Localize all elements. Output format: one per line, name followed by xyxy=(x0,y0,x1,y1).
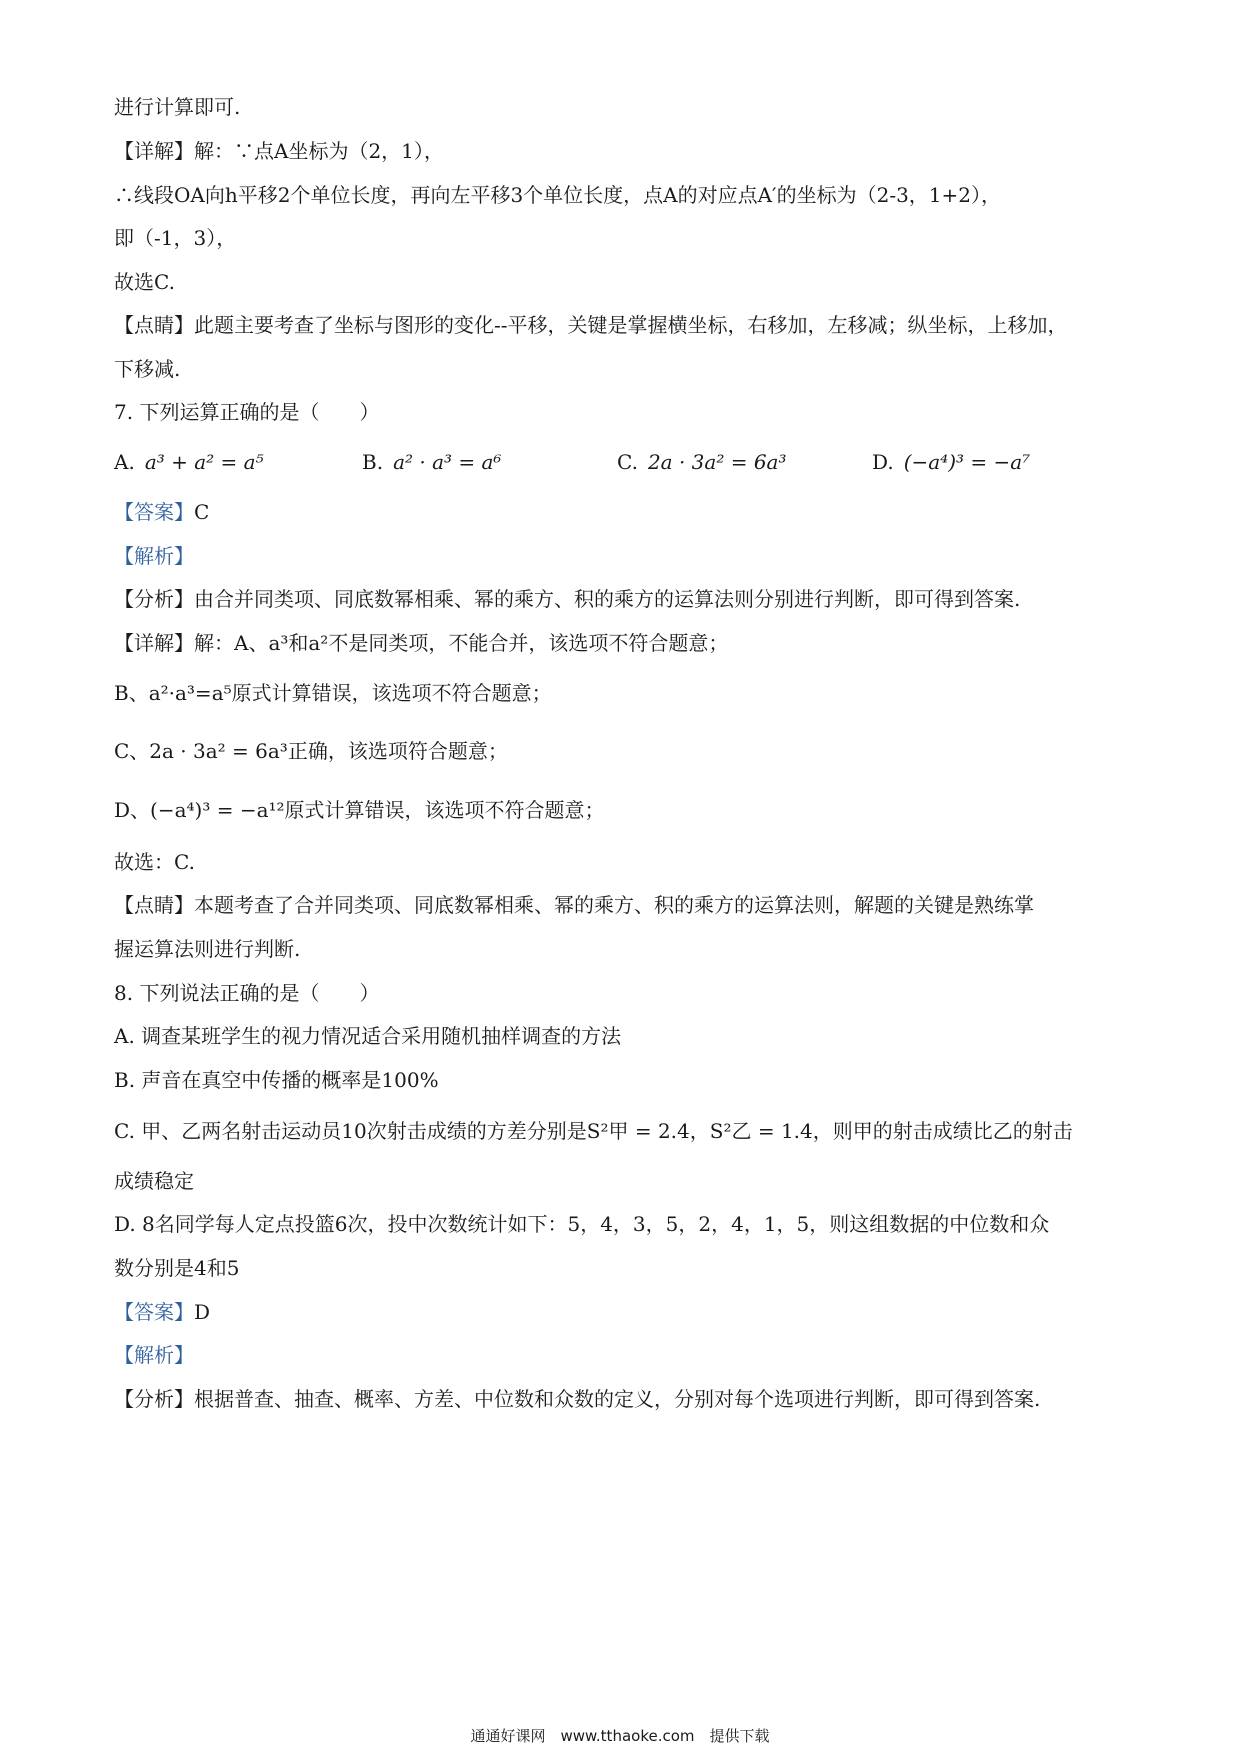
q7-option-d-formula: (−a⁴)³ = −a⁷ xyxy=(903,450,1031,474)
q7-analysis: 【分析】由合并同类项、同底数幂相乘、幂的乘方、积的乘方的运算法则分别进行判断，即可得到答案. xyxy=(114,587,1021,611)
q7-detail-b: B、a²·a³=a⁵原式计算错误，该选项不符合题意； xyxy=(114,681,552,705)
prev-detail: 【详解】解：∵点A坐标为（2，1）， xyxy=(114,139,444,163)
prev-comment-line1: 【点睛】此题主要考查了坐标与图形的变化--平移，关键是掌握横坐标，右移加，左移减；纵坐标，上移加， xyxy=(114,313,1068,337)
prev-step2: 即（-1，3）， xyxy=(114,226,237,250)
q7-detail-a: 【详解】解：A、a³和a²不是同类项，不能合并，该选项不符合题意； xyxy=(114,631,729,655)
q7-option-b-mark: B. xyxy=(362,450,384,474)
q7-option-a-mark: A. xyxy=(114,450,135,474)
q8-option-c-line2: 成绩稳定 xyxy=(114,1169,194,1193)
q7-option-b xyxy=(362,448,501,476)
q8-option-b: B. 声音在真空中传播的概率是100% xyxy=(114,1068,439,1092)
prev-tail-line: 进行计算即可. xyxy=(114,95,241,119)
q7-option-c xyxy=(617,448,786,476)
q8-option-a: A. 调查某班学生的视力情况适合采用随机抽样调查的方法 xyxy=(114,1024,622,1048)
q8-answer-label: 【答案】 xyxy=(114,1300,194,1324)
q7-choice: 故选：C. xyxy=(114,850,195,874)
q8-answer xyxy=(114,1298,210,1326)
q7-option-a xyxy=(114,448,264,476)
q7-answer-value: C xyxy=(194,500,210,524)
prev-comment-line2: 下移减. xyxy=(114,357,181,381)
q7-comment-line2: 握运算法则进行判断. xyxy=(114,937,301,961)
q8-analysis-label: 【解析】 xyxy=(114,1343,194,1367)
q7-option-c-formula: 2a · 3a² = 6a³ xyxy=(647,450,787,474)
q7-answer-label: 【答案】 xyxy=(114,500,194,524)
q7-option-d xyxy=(872,448,1030,476)
q7-stem: 7. 下列运算正确的是（ ） xyxy=(114,400,380,424)
q8-option-c-line1: C. 甲、乙两名射击运动员10次射击成绩的方差分别是S²甲 = 2.4，S²乙 = 1.4，则甲的射击成绩比乙的射击 xyxy=(114,1119,1073,1143)
q8-option-d-line2: 数分别是4和5 xyxy=(114,1256,240,1280)
q8-answer-value: D xyxy=(194,1300,211,1324)
q7-option-b-formula: a² · a³ = a⁶ xyxy=(393,450,502,474)
q7-answer xyxy=(114,498,209,526)
q7-option-c-mark: C. xyxy=(617,450,638,474)
prev-choice: 故选C. xyxy=(114,270,175,294)
page-footer: 通通好课网 www.tthaoke.com 提供下载 xyxy=(470,1727,770,1745)
q8-option-d-line1: D. 8名同学每人定点投篮6次，投中次数统计如下：5，4，3，5，2，4，1，5，则这组数据的中位数和众 xyxy=(114,1212,1050,1236)
q7-option-d-mark: D. xyxy=(872,450,894,474)
q8-analysis: 【分析】根据普查、抽查、概率、方差、中位数和众数的定义，分别对每个选项进行判断，即可得到答案. xyxy=(114,1387,1041,1411)
q7-detail-c: C、2a · 3a² = 6a³正确，该选项符合题意； xyxy=(114,739,508,763)
q7-comment-line1: 【点睛】本题考查了合并同类项、同底数幂相乘、幂的乘方、积的乘方的运算法则，解题的关键是熟练掌 xyxy=(114,893,1034,917)
q7-analysis-label: 【解析】 xyxy=(114,544,194,568)
q7-detail-d: D、(−a⁴)³ = −a¹²原式计算错误，该选项不符合题意； xyxy=(114,798,605,822)
q8-stem: 8. 下列说法正确的是（ ） xyxy=(114,981,380,1005)
q7-option-a-formula: a³ + a² = a⁵ xyxy=(144,450,264,474)
prev-step1: ∴线段OA向h平移2个单位长度，再向左平移3个单位长度，点A的对应点A′的坐标为（2-3，1+2）， xyxy=(114,183,1002,207)
